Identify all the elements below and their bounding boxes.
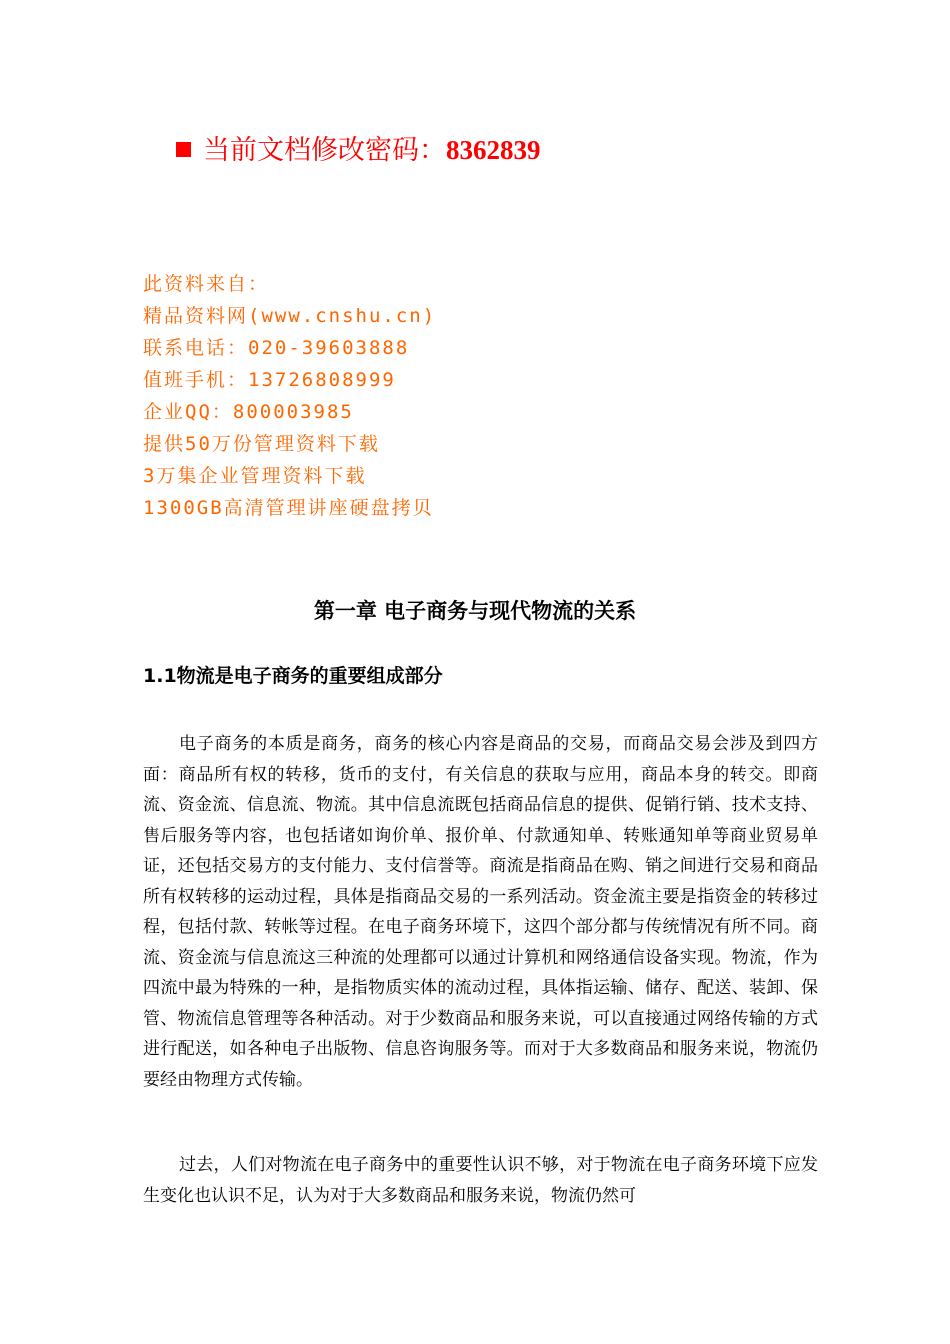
section-title: 1.1物流是电子商务的重要组成部分 <box>143 665 443 687</box>
source-line: 值班手机：13726808999 <box>143 369 396 391</box>
password-label: 当前文档修改密码： <box>203 135 446 166</box>
source-line: 精品资料网(www.cnshu.cn) <box>143 305 437 327</box>
source-line: 1300GB高清管理讲座硬盘拷贝 <box>143 497 434 519</box>
source-line: 企业QQ：800003985 <box>143 401 354 423</box>
body-paragraph: 过去，人们对物流在电子商务中的重要性认识不够，对于物流在电子商务环境下应发生变化也认识不足，认为对于大多数商品和服务来说，物流仍然可 <box>143 1155 818 1206</box>
chapter-title: 第一章 电子商务与现代物流的关系 <box>313 599 637 623</box>
password-notice <box>176 132 541 169</box>
source-line: 提供50万份管理资料下载 <box>143 433 380 455</box>
source-line: 此资料来自： <box>143 273 270 295</box>
body-paragraph: 电子商务的本质是商务，商务的核心内容是商品的交易，而商品交易会涉及到四方面：商品所有权的转移，货币的支付，有关信息的获取与应用，商品本身的转交。即商流、资金流、信息流、物流。其中信息流既包括商品信息的提供、促销行销、技术支持、售后服务等内容，也包括诸如询价单、报价单、付款通知单、转账通知单等商业贸易单证，还包括交易方的支付能力、支付信誉等。商流是指商品在购、销之间进行交易和商品所有权转移的运动过程，具体是指商品交易的一系列活动。资金流主要是指资金的转移过程，包括付款、转帐等过程。在电子商务环境下，这四个部分都与传统情况有所不同。商流、资金流与信息流这三种流的处理都可以通过计算机和网络通信设备实现。物流，作为四流中最为特殊的一种，是指物质实体的流动过程，具体指运输、储存、配送、装卸、保管、物流信息管理等各种活动。对于少数商品和服务来说，可以直接通过网络传输的方式进行配送，如各种电子出版物、信息咨询服务等。而对于大多数商品和服务来说，物流仍要经由物理方式传输。 <box>143 734 818 1090</box>
bullet-square-icon <box>176 142 191 157</box>
source-info-block <box>143 268 436 524</box>
password-code: 8362839 <box>446 135 541 165</box>
source-line: 联系电话：020-39603888 <box>143 337 410 359</box>
source-line: 3万集企业管理资料下载 <box>143 465 367 487</box>
